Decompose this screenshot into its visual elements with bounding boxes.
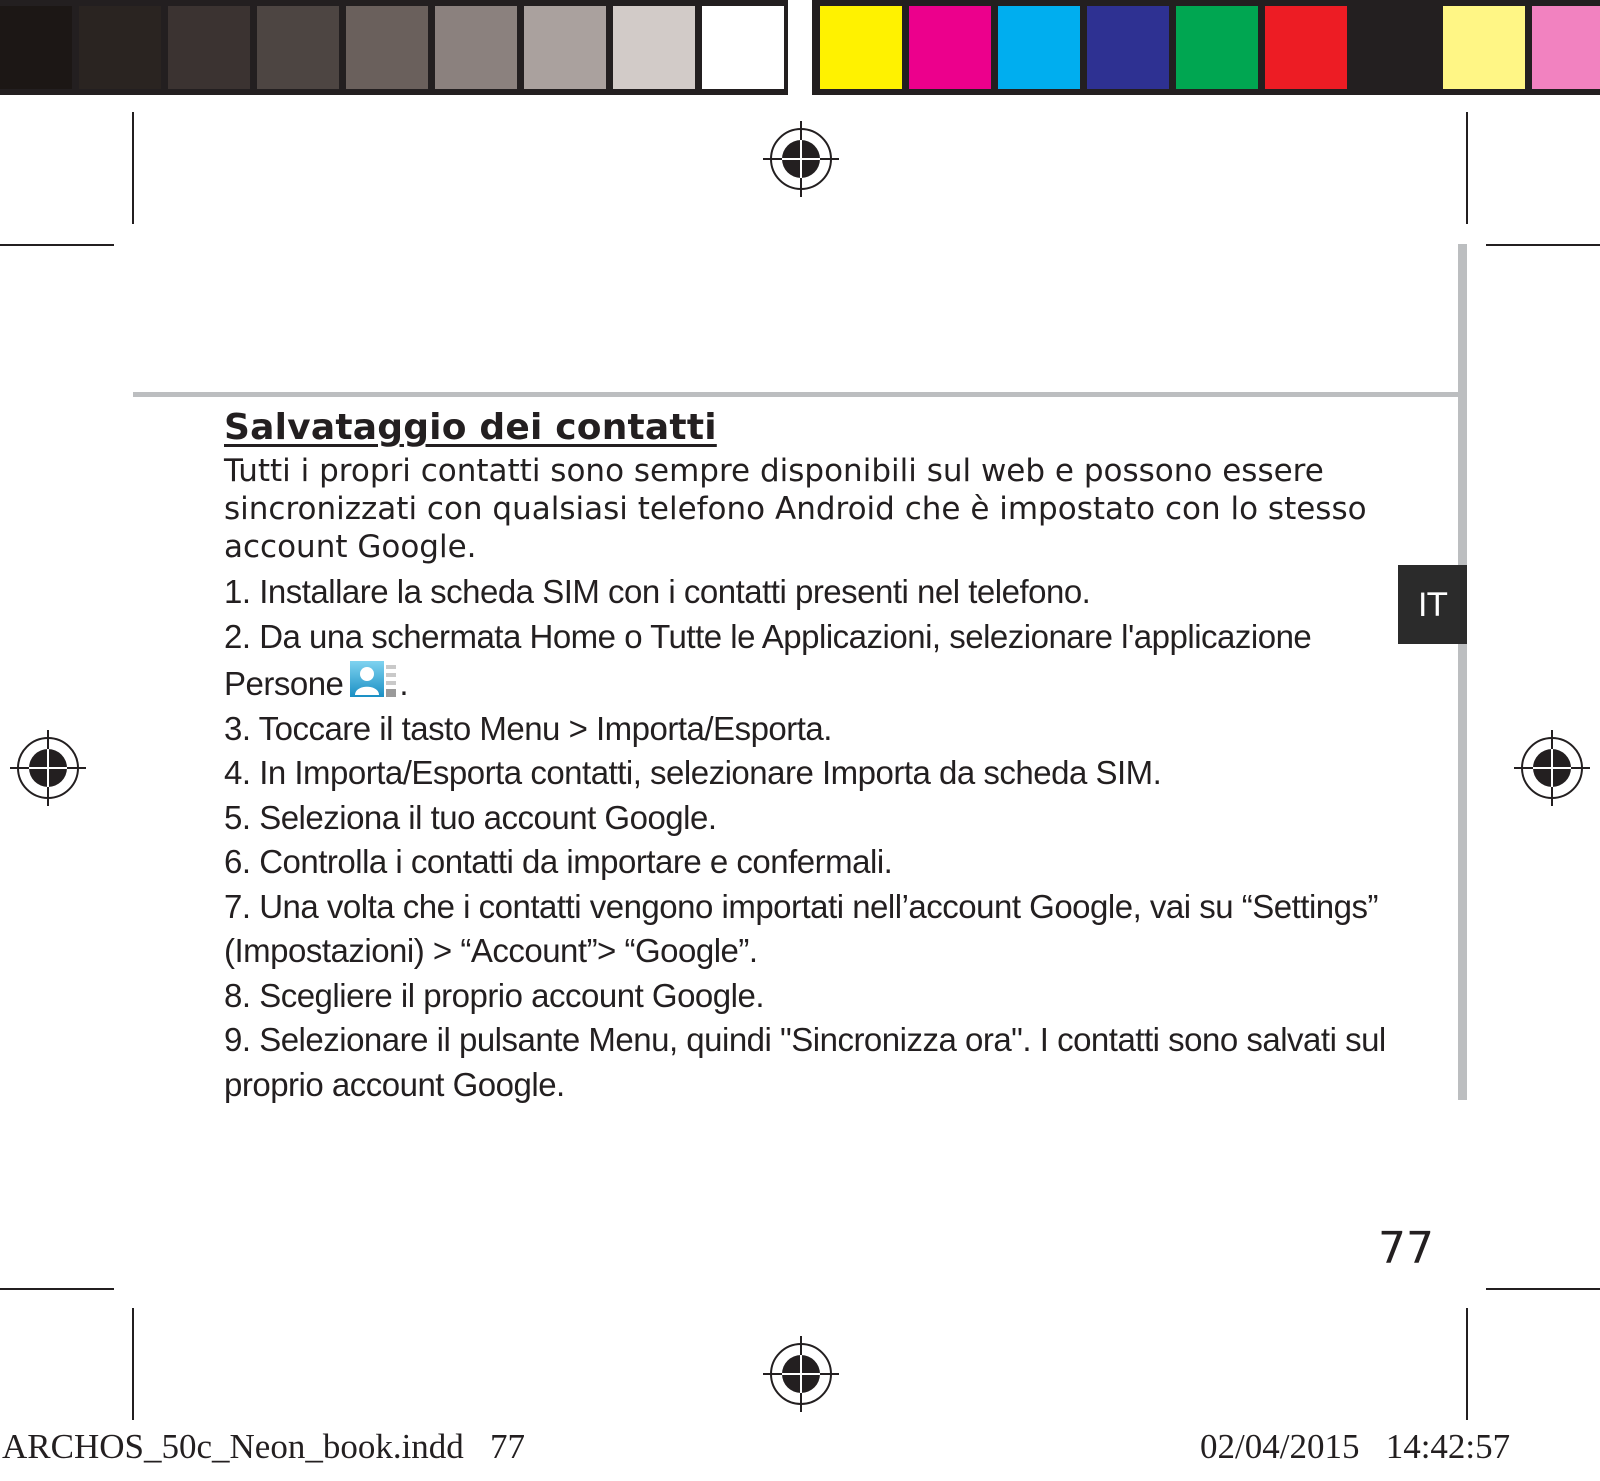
- crop-mark-bottom-right-vertical: [1466, 1308, 1468, 1420]
- crop-mark-top-left-horizontal: [0, 244, 114, 246]
- gray-swatch: [0, 6, 72, 89]
- steps-list: [224, 570, 1399, 1107]
- gray-swatch: [257, 6, 339, 89]
- color-swatch: [1532, 6, 1600, 89]
- step-7: 7. Una volta che i contatti vengono importati nell’account Google, vai su “Settings” (Impostazioni) > “Account”> “Google”.: [224, 887, 1378, 969]
- color-swatch: [1443, 6, 1525, 89]
- intro-paragraph: Tutti i propri contatti sono sempre disponibili sul web e possono essere sincronizzati con qualsiasi telefono Android che è impostato con lo stesso account Google.: [224, 453, 1367, 565]
- gray-swatch: [613, 6, 695, 89]
- registration-mark-top-icon: [763, 121, 839, 197]
- section-title: Salvataggio dei contatti: [224, 407, 717, 448]
- crop-mark-bottom-right-horizontal: [1486, 1288, 1600, 1290]
- crop-mark-bottom-left-vertical: [132, 1308, 134, 1420]
- page-number: 77: [1378, 1223, 1434, 1274]
- step-5: 5. Seleziona il tuo account Google.: [224, 798, 717, 836]
- color-swatch: [1087, 6, 1169, 89]
- color-swatch: [1354, 6, 1436, 89]
- step-2-text: 2. Da una schermata Home o Tutte le Applicazioni, selezionare l'applicazione Persone: [224, 617, 1312, 702]
- step-6: 6. Controlla i contatti da importare e confermali.: [224, 843, 893, 880]
- registration-mark-bottom-icon: [763, 1336, 839, 1412]
- gray-swatch: [346, 6, 428, 89]
- step-8: 8. Scegliere il proprio account Google.: [224, 976, 764, 1014]
- color-swatch: [820, 6, 902, 89]
- registration-mark-right-icon: [1514, 730, 1590, 806]
- slug-filename: ARCHOS_50c_Neon_book.indd 77: [2, 1427, 526, 1466]
- language-tab: IT: [1398, 565, 1467, 644]
- crop-mark-top-right-vertical: [1466, 112, 1468, 224]
- gray-swatch: [524, 6, 606, 89]
- step-9: 9. Selezionare il pulsante Menu, quindi "Sincronizza ora". I contatti sono salvati sul proprio account Google.: [224, 1021, 1386, 1103]
- registration-mark-left-icon: [10, 730, 86, 806]
- gray-swatch: [168, 6, 250, 89]
- color-swatch: [1265, 6, 1347, 89]
- step-2: [224, 615, 1399, 707]
- slug-timestamp: 02/04/2015 14:42:57: [1200, 1427, 1511, 1466]
- gray-swatch: [435, 6, 517, 89]
- gray-swatch: [79, 6, 161, 89]
- gray-swatch: [702, 6, 784, 89]
- crop-mark-top-left-vertical: [132, 112, 134, 224]
- crop-mark-bottom-left-horizontal: [0, 1288, 114, 1290]
- top-rule: [133, 392, 1463, 397]
- side-rule: [1458, 244, 1467, 1100]
- crop-mark-top-right-horizontal: [1486, 244, 1600, 246]
- step-1: 1. Installare la scheda SIM con i contatti presenti nel telefono.: [224, 573, 1091, 610]
- step-4: 4. In Importa/Esporta contatti, selezionare Importa da scheda SIM.: [224, 754, 1162, 791]
- step-3: 3. Toccare il tasto Menu > Importa/Esporta.: [224, 709, 832, 747]
- color-swatch: [1176, 6, 1258, 89]
- people-app-icon: [349, 659, 399, 699]
- color-swatch: [998, 6, 1080, 89]
- step-2-suffix: .: [399, 665, 409, 702]
- color-swatch: [909, 6, 991, 89]
